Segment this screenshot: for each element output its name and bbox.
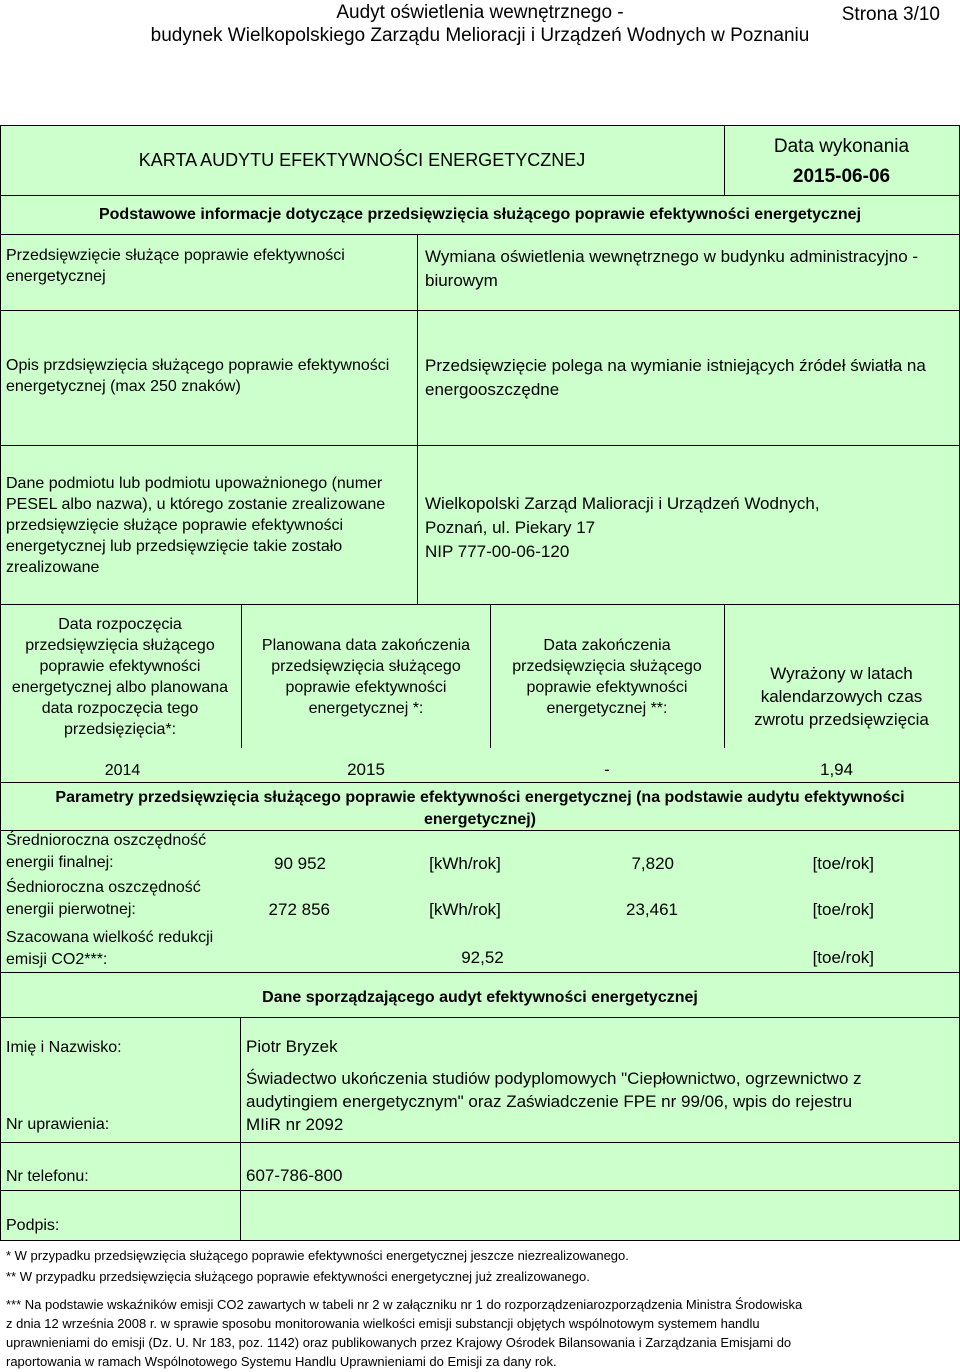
- final-energy-label: [6, 830, 246, 874]
- co2-value: 92,52: [461, 948, 504, 967]
- auditor-heading: Dane sporządzającego audyt efektywności energetycznej: [262, 989, 698, 1006]
- divider: [0, 1240, 960, 1241]
- entity-nip: NIP 777-00-06-120: [425, 542, 570, 561]
- payback-value: 1,94: [820, 760, 854, 779]
- planned-end-header: Planowana data zakończenia przedsięwzięcia służącego poprawie efektywności energetycznej *:: [261, 636, 471, 717]
- divider: [0, 1142, 960, 1143]
- final-energy-label-2: energii finalnej:: [6, 854, 114, 871]
- primary-energy-label-2: energii pierwotnej:: [6, 901, 136, 918]
- final-energy-toe-unit: [toe/rok]: [812, 854, 874, 873]
- footnote-1: * W przypadku przedsięwzięcia służącego poprawie efektywności energetycznej jeszcze niezrealizowanego.: [6, 1248, 629, 1263]
- final-energy-toe: 7,820: [631, 854, 674, 873]
- planned-end-value: 2015: [347, 760, 385, 779]
- divider: [0, 310, 960, 311]
- date-value: 2015-06-06: [792, 166, 891, 187]
- column-divider: [417, 234, 419, 604]
- divider: [0, 972, 960, 973]
- primary-energy-toe: 23,461: [626, 900, 678, 919]
- end-date-value: -: [604, 760, 610, 779]
- license-line-1: Świadectwo ukończenia studiów podyplomowych "Ciepłownictwo, ogrzewnictwo z: [246, 1069, 862, 1088]
- divider: [0, 445, 960, 446]
- footnote-3-line-1: *** Na podstawie wskaźników emisji CO2 zawartych w tabeli nr 2 w załączniku nr 1 do rozporządzeniarozporządzenia Ministra Środowiska: [6, 1297, 803, 1312]
- entity-value: [425, 492, 955, 564]
- document-header-line2: budynek Wielkopolskiego Zarządu Melioracji i Urządzeń Wodnych w Poznaniu: [150, 25, 810, 46]
- primary-energy-label-1: Śednioroczna oszczędność: [6, 879, 201, 896]
- measure-value: Wymiana oświetlenia wewnętrznego w budynku administracyjno - biurowym: [425, 247, 919, 290]
- co2-label-2: emisji CO2***:: [6, 951, 108, 968]
- co2-unit: [toe/rok]: [812, 948, 874, 967]
- params-heading: Parametry przedsięwzięcia służącego poprawie efektywności energetycznej (na podstawie audytu efektywności energetycznej): [55, 789, 905, 828]
- card-title: KARTA AUDYTU EFEKTYWNOŚCI ENERGETYCZNEJ: [138, 149, 586, 170]
- name-label: Imię i Nazwisko:: [6, 1039, 122, 1056]
- end-date-header: Data zakończenia przedsięwzięcia służącego poprawie efektywności energetycznej **:: [512, 636, 702, 717]
- divider: [0, 234, 960, 235]
- page-number: Strona 3/10: [841, 4, 940, 25]
- primary-energy-label: [6, 877, 246, 921]
- divider: [0, 1017, 960, 1018]
- co2-label-1: Szacowana wielkość redukcji: [6, 929, 214, 946]
- phone-label: Nr telefonu:: [6, 1168, 89, 1185]
- phone-value: 607-786-800: [246, 1166, 343, 1185]
- footnote-2: ** W przypadku przedsięwzięcia służącego poprawie efektywności energetycznej już zrealizowanego.: [6, 1269, 590, 1284]
- signature-label: Podpis:: [6, 1217, 60, 1234]
- divider: [0, 782, 960, 783]
- footnote-3-line-3: uprawnieniami do emisji (Dz. U. Nr 183, poz. 1142) oraz publikowanych przez Krajowy Ośrodek Bilansowania i Zarządzania Emisjami do: [6, 1335, 792, 1350]
- divider: [0, 1190, 960, 1191]
- final-energy-label-1: Średnioroczna oszczędność: [6, 832, 207, 849]
- start-date-header: Data rozpoczęcia przedsięwzięcia służącego poprawie efektywności energetycznej albo planowana data rozpoczęcia tego przedsięzięcia*:: [11, 615, 229, 738]
- description-value: Przedsięwzięcie polega na wymianie istniejących źródeł światła na energooszczędne: [425, 356, 926, 399]
- license-label: Nr uprawienia:: [6, 1116, 110, 1133]
- primary-energy-kwh: 272 856: [268, 900, 330, 919]
- entity-name: Wielkopolski Zarząd Malioracji i Urządzeń Wodnych,: [425, 494, 820, 513]
- start-date-value: 2014: [104, 762, 141, 779]
- payback-header: Wyrażony w latach kalendarzowych czas zwrotu przedsięwzięcia: [754, 664, 929, 729]
- primary-energy-toe-unit: [toe/rok]: [812, 900, 874, 919]
- license-value: [246, 1067, 956, 1136]
- divider: [0, 195, 960, 196]
- final-energy-kwh: 90 952: [274, 854, 326, 873]
- footnote-3-line-4: raportowania w ramach Wspólnotowego Systemu Handlu Uprawnieniami do Emisji za dany rok.: [6, 1354, 557, 1369]
- primary-energy-kwh-unit: [kWh/rok]: [429, 900, 501, 919]
- basic-info-heading: Podstawowe informacje dotyczące przedsięwzięcia służącego poprawie efektywności energetycznej: [98, 206, 862, 223]
- entity-address: Poznań, ul. Piekary 17: [425, 518, 596, 537]
- co2-label: [6, 927, 246, 971]
- license-line-2: audytingiem energetycznym" oraz Zaświadczenie FPE nr 99/06, wpis do rejestru: [246, 1092, 853, 1111]
- date-label: Data wykonania: [773, 136, 910, 157]
- footnote-3-line-2: z dnia 12 września 2008 r. w sprawie sposobu monitorowania wielkości emisji substancji objętych wspólnotowym systemem handlu: [6, 1316, 760, 1331]
- name-value: Piotr Bryzek: [246, 1037, 338, 1056]
- description-label: Opis przdsięwzięcia służącego poprawie efektywności energetycznej (max 250 znaków): [6, 357, 390, 395]
- license-line-3: MIiR nr 2092: [246, 1115, 344, 1134]
- measure-label: Przedsięwzięcie służące poprawie efektywności energetycznej: [6, 247, 345, 285]
- column-divider: [240, 1017, 242, 1240]
- entity-label: Dane podmiotu lub podmiotu upoważnionego (numer PESEL albo nazwa), u którego zostanie zrealizowane przedsięwzięcie służące poprawie efektywności energetycznej lub przedsięwzięcie takie zostało zrealizowane: [6, 475, 386, 576]
- final-energy-kwh-unit: [kWh/rok]: [429, 854, 501, 873]
- document-header-line1: Audyt oświetlenia wewnętrznego -: [336, 2, 624, 23]
